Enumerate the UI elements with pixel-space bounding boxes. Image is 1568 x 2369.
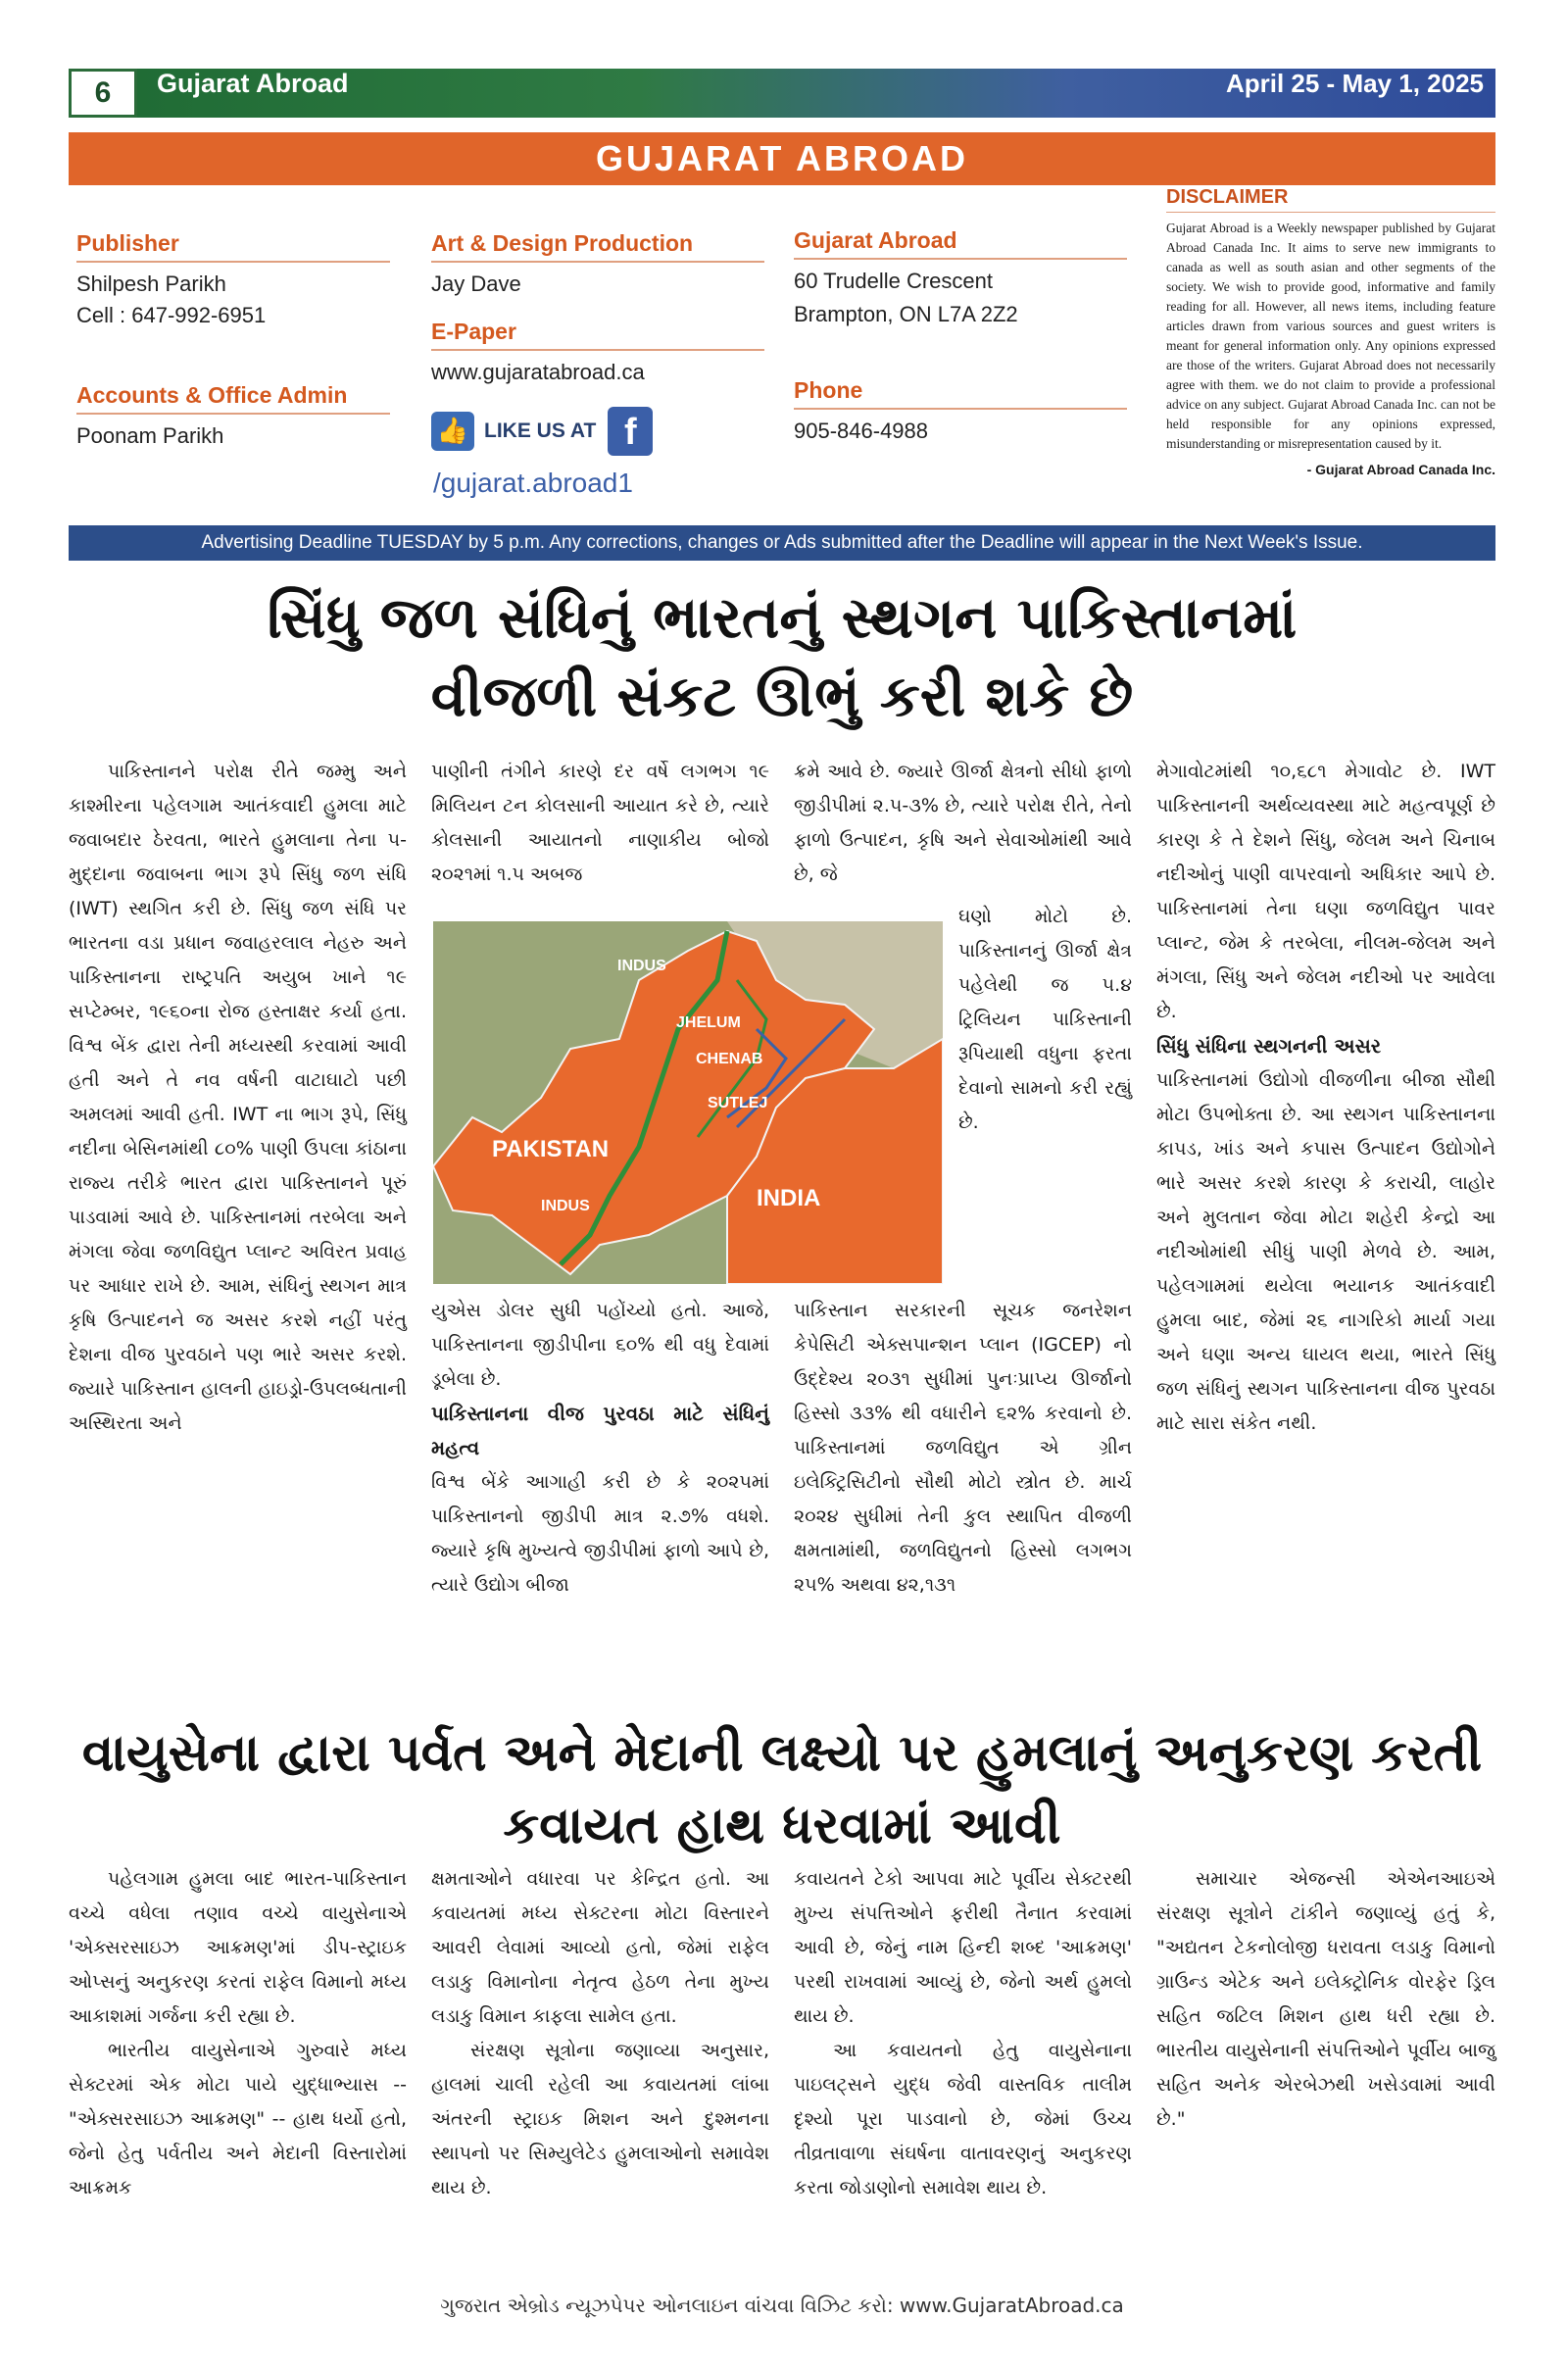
- article2-column-4: [1156, 1862, 1495, 2137]
- epaper-label: E-Paper: [431, 319, 764, 351]
- article2-col4-text: સમાચાર એજન્સી એએનઆઇએ સંરક્ષણ સૂત્રોને ટાંકીને જણાવ્યું હતું કે, "અદ્યતન ટેકનોલોજી ધરાવતા લડાકુ વિમાનો ગ્રાઉન્ડ એટેક અને ઇલેક્ટ્રોનિક વોરફેર ડ્રિલ સહિત જટિલ મિશન હાથ ધરી રહ્યા છે. ભારતીય વાયુસેનાની સંપત્તિઓને પૂર્વીય બાજુ સહિત અનેક એરબેઝથી ખસેડવામાં આવી છે.": [1156, 1868, 1495, 2130]
- article2-col1-text: પહેલગામ હુમલા બાદ ભારત-પાકિસ્તાન વચ્ચે વધેલા તણાવ વચ્ચે વાયુસેનાએ 'એક્સરસાઇઝ આક્રમણ'માં ડીપ-સ્ટ્રાઇક ઓપ્સનું અનુકરણ કરતાં રાફેલ વિમાનો મધ્ય આકાશમાં ગર્જના કરી રહ્યા છે.: [69, 1868, 407, 2027]
- thumbs-up-icon: 👍: [431, 412, 474, 451]
- design-name: Jay Dave: [431, 271, 521, 296]
- map-label-pakistan: PAKISTAN: [492, 1136, 610, 1162]
- article1-col2-top-text: પાણીની તંગીને કારણે દર વર્ષે લગભગ ૧૯ મિલિયન ટન કોલસાની આયાત કરે છે, ત્યારે કોલસાની આયાતનો નાણાકીય બોજો ૨૦૨૧માં ૧.૫ અબજ: [431, 761, 769, 885]
- article2-column-2: [431, 1862, 769, 2205]
- accounts-name: Poonam Parikh: [76, 423, 224, 448]
- page-number: 6: [69, 69, 137, 118]
- design-block: [431, 230, 764, 300]
- accounts-label: Accounts & Office Admin: [76, 382, 390, 415]
- disclaimer-block: [1166, 186, 1495, 477]
- like-text: LIKE US AT: [484, 420, 597, 442]
- article2-col1b-text: ભારતીય વાયુસેનાએ ગુરુવારે મધ્ય સેક્ટરમાં એક મોટા પાયે યુદ્ધાભ્યાસ -- "એક્સરસાઇઝ આક્રમણ" -- હાથ ધર્યો હતો, જેનો હેતુ પર્વતીય અને મેદાની વિસ્તારોમાં આક્રમક: [69, 2040, 407, 2198]
- address-line1: 60 Trudelle Crescent: [794, 269, 993, 293]
- map-label-india: INDIA: [757, 1185, 821, 1211]
- article1-headline-line2: વીજળી સંકટ ઊભું કરી શકે છે: [430, 663, 1134, 729]
- accounts-block: [76, 382, 390, 452]
- masthead-banner: GUJARAT ABROAD: [69, 132, 1495, 185]
- publisher-label: Publisher: [76, 230, 390, 263]
- map-label-jhelum: JHELUM: [676, 1014, 741, 1031]
- facebook-icon: f: [608, 407, 653, 456]
- disclaimer-signature: - Gujarat Abroad Canada Inc.: [1306, 462, 1495, 477]
- article1-col3-top-text: ક્રમે આવે છે. જ્યારે ઊર્જા ક્ષેત્રનો સીધો ફાળો જીડીપીમાં ૨.૫-૩% છે, ત્યારે પરોક્ષ રીતે, તેનો ફાળો ઉત્પાદન, કૃષિ અને સેવાઓમાંથી આવે છે, જે: [794, 761, 1132, 885]
- article1-col3-wrap-text: ઘણો મોટો છે. પાકિસ્તાનનું ઊર્જા ક્ષેત્ર પહેલેથી જ ૫.૪ ટ્રિલિયન પાકિસ્તાની રૂપિયાથી વધુના ફરતા દેવાનો સામનો કરી રહ્યું છે.: [958, 906, 1132, 1133]
- article2-col3b-text: આ કવાયતનો હેતુ વાયુસેનાના પાઇલટ્સને યુદ્ધ જેવી વાસ્તવિક તાલીમ દૃશ્યો પૂરા પાડવાનો છે, જેમાં ઉચ્ચ તીવ્રતાવાળા સંઘર્ષના વાતાવરણનું અનુકરણ કરતા જોડાણોનો સમાવેશ થાય છે.: [794, 2040, 1132, 2198]
- article1-col4-top-text: મેગાવોટમાંથી ૧૦,૬૮૧ મેગાવોટ છે. IWT પાકિસ્તાનની અર્થવ્યવસ્થા માટે મહત્વપૂર્ણ છે કારણ કે તે દેશને સિંધુ, જેલમ અને ચિનાબ નદીઓનું પાણી વાપરવાનો અધિકાર આપે છે. પાકિસ્તાનમાં તેના ઘણા જળવિદ્યુત પાવર પ્લાન્ટ, જેમ કે તરબેલા, નીલમ-જેલમ અને મંગલા, સિંધુ અને જેલમ નદીઓ પર આવેલા છે.: [1156, 761, 1495, 1022]
- top-header-bar: [69, 69, 1495, 118]
- map-label-indus-bottom: INDUS: [541, 1198, 590, 1214]
- article1-column-3-top: [794, 755, 1132, 892]
- ad-deadline-bar: Advertising Deadline TUESDAY by 5 p.m. Any corrections, changes or Ads submitted after the Deadline will appear in the Next Week's Issue.: [69, 525, 1495, 561]
- design-label: Art & Design Production: [431, 230, 764, 263]
- address-line2: Brampton, ON L7A 2Z2: [794, 302, 1018, 326]
- article2-column-1: [69, 1862, 407, 2205]
- article1-col1-text: પાકિસ્તાનને પરોક્ષ રીતે જમ્મુ અને કાશ્મીરના પહેલગામ આતંકવાદી હુમલા માટે જવાબદાર ઠેરવતા, ભારતે હુમલાના તેના ૫-મુદ્દાના જવાબના ભાગ રૂપે સિંધુ જળ સંધિ (IWT) સ્થગિત કરી છે. સિંધુ જળ સંધિ પર ભારતના વડા પ્રધાન જવાહરલાલ નેહરુ અને પાકિસ્તાનના રાષ્ટ્રપતિ અયુબ ખાને ૧૯ સપ્ટેમ્બર, ૧૯૬૦ના રોજ હસ્તાક્ષર કર્યા હતા. વિશ્વ બેંક દ્વારા તેની મધ્યસ્થી કરવામાં આવી હતી અને તે નવ વર્ષની વાટાઘાટો પછી અમલમાં આવી હતી. IWT ના ભાગ રૂપે, સિંધુ નદીના બેસિનમાંથી ૮૦% પાણી ઉપલા કાંઠાના રાજ્ય તરીકે ભારત દ્વારા પાકિસ્તાનને પૂરું પાડવામાં આવે છે. પાકિસ્તાનમાં તરબેલા અને મંગલા જેવા જળવિદ્યુત પ્લાન્ટ અવિરત પ્રવાહ પર આધાર રાખે છે. આમ, સંધિનું સ્થગન માત્ર કૃષિ ઉત્પાદનને જ અસર કરશે નહીં પરંતુ દેશના વીજ પુરવઠાને પણ ભારે અસર કરશે. જ્યારે પાકિસ્તાન હાલની હાઇડ્રો-ઉપલબ્ધતાની અસ્થિરતા અને: [69, 761, 407, 1434]
- publisher-block: [76, 230, 390, 331]
- article1-column-2-bottom: [431, 1294, 769, 1603]
- article1-col4-bottom-text: પાકિસ્તાનમાં ઉદ્યોગો વીજળીના બીજા સૌથી મોટા ઉપભોક્તા છે. આ સ્થગન પાકિસ્તાનના કાપડ, ખાંડ અને કપાસ ઉત્પાદન ઉદ્યોગોને ભારે અસર કરશે કારણ કે કરાચી, લાહોર અને મુલતાન જેવા મોટા શહેરી કેન્દ્રો આ નદીઓમાંથી સીધું પાણી મેળવે છે. આમ, પહેલગામમાં થયેલા ભયાનક આતંકવાદી હુમલા બાદ, જેમાં ૨૬ નાગરિકો માર્યા ગયા અને ઘણા અન્ય ઘાયલ થયા, ભારતે સિંધુ જળ સંધિનું સ્થગન પાકિસ્તાનના વીજ પુરવઠા માટે સારા સંકેત નથી.: [1156, 1069, 1495, 1434]
- article2-column-3: [794, 1862, 1132, 2205]
- publication-name: Gujarat Abroad: [157, 69, 349, 98]
- map-label-sutlej: SUTLEJ: [708, 1095, 768, 1111]
- issue-date: April 25 - May 1, 2025: [1225, 69, 1484, 98]
- facebook-handle[interactable]: /gujarat.abroad1: [433, 468, 633, 498]
- article1-col3-bottom-text: પાકિસ્તાન સરકારની સૂચક જનરેશન કેપેસિટી એક્સપાન્શન પ્લાન (IGCEP) નો ઉદ્દેશ્ય ૨૦૩૧ સુધીમાં પુનઃપ્રાપ્ય ઊર્જાનો હિસ્સો ૩૩% થી વધારીને ૬૨% કરવાનો છે. પાકિસ્તાનમાં જળવિદ્યુત એ ગ્રીન ઇલેક્ટ્રિસિટીનો સૌથી મોટો સ્ત્રોત છે. માર્ચ ૨૦૨૪ સુધીમાં તેની કુલ સ્થાપિત વીજળી ક્ષમતામાંથી, જળવિદ્યુતનો હિસ્સો લગભગ ૨૫% અથવા ૪૨,૧૩૧: [794, 1300, 1132, 1596]
- footer-note[interactable]: ગુજરાત એબ્રોડ ન્યૂઝપેપર ઓનલાઇન વાંચવા વિઝિટ કરો: www.GujaratAbroad.ca: [440, 2294, 1124, 2317]
- address-label: Gujarat Abroad: [794, 227, 1127, 260]
- facebook-like-block[interactable]: [431, 407, 686, 515]
- article1-headline-line1: સિંધુ જળ સંધિનું ભારતનું સ્થગન પાકિસ્તાનમાં: [267, 584, 1298, 651]
- article2-headline: [69, 1717, 1495, 1862]
- phone-label: Phone: [794, 377, 1127, 410]
- article1-column-2-top: [431, 755, 769, 892]
- indus-rivers-map: [433, 921, 943, 1284]
- epaper-url[interactable]: www.gujaratabroad.ca: [431, 360, 645, 384]
- article2-headline-line1: વાયુસેના દ્વારા પર્વત અને મેદાની લક્ષ્યો પર હુમલાનું અનુકરણ કરતી: [81, 1724, 1483, 1783]
- phone-number: 905-846-4988: [794, 419, 929, 443]
- article1-column-1: [69, 755, 407, 1441]
- map-label-chenab: CHENAB: [696, 1051, 763, 1067]
- article1-col2-after-text: વિશ્વ બેંકે આગાહી કરી છે કે ૨૦૨૫માં પાકિસ્તાનનો જીડીપી માત્ર ૨.૭% વધશે. જ્યારે કૃષિ મુખ્યત્વે જીડીપીમાં ફાળો આપે છે, ત્યારે ઉદ્યોગ બીજા: [431, 1471, 769, 1596]
- like-button[interactable]: [431, 407, 653, 456]
- article1-column-3-wrap: [958, 900, 1132, 1140]
- address-block: [794, 227, 1127, 330]
- epaper-block: [431, 319, 764, 388]
- article1-col2-subhead: પાકિસ્તાનના વીજ પુરવઠા માટે સંધિનું મહત્વ: [431, 1402, 769, 1459]
- article2-col2b-text: સંરક્ષણ સૂત્રોના જણાવ્યા અનુસાર, હાલમાં ચાલી રહેલી આ કવાયતમાં લાંબા અંતરની સ્ટ્રાઇક મિશન અને દુશ્મનના સ્થાપનો પર સિમ્યુલેટેડ હુમલાઓનો સમાવેશ થાય છે.: [431, 2040, 769, 2198]
- disclaimer-label: DISCLAIMER: [1166, 186, 1495, 213]
- map-label-indus-top: INDUS: [617, 958, 666, 974]
- article2-col3-text: કવાયતને ટેકો આપવા માટે પૂર્વીય સેક્ટરથી મુખ્ય સંપત્તિઓને ફરીથી તૈનાત કરવામાં આવી છે, જેનું નામ હિન્દી શબ્દ 'આક્રમણ' પરથી રાખવામાં આવ્યું છે, જેનો અર્થ હુમલો થાય છે.: [794, 1868, 1132, 2027]
- article1-column-4: [1156, 755, 1495, 1441]
- disclaimer-text: Gujarat Abroad is a Weekly newspaper published by Gujarat Abroad Canada Inc. It aims to serve new immigrants to canada as well as south asian and other segments of the society. We wish to provide good, informative and family reading for all. However, all news items, including feature articles drawn from various sources and guest writers is meant for general information only. Any opinions expressed are those of the writers. Gujarat Abroad does not necessarily agree with them. we do not claim to provide a professional advice on any subject. Gujarat Abroad Canada Inc. can not be held responsible for any opinions expressed, misunderstanding or misrepresentation caused by it.: [1166, 221, 1495, 451]
- article2-col2-text: ક્ષમતાઓને વધારવા પર કેન્દ્રિત હતો. આ કવાયતમાં મધ્ય સેક્ટરના મોટા વિસ્તારને આવરી લેવામાં આવ્યો હતો, જેમાં રાફેલ લડાકુ વિમાનોના નેતૃત્વ હેઠળ તેના મુખ્ય લડાકુ વિમાન કાફલા સામેલ હતા.: [431, 1868, 769, 2027]
- article1-col4-subhead: સિંધુ સંધિના સ્થગનની અસર: [1156, 1034, 1382, 1058]
- article2-headline-line2: કવાયત હાથ ધરવામાં આવી: [503, 1797, 1061, 1855]
- publisher-name: Shilpesh Parikh: [76, 271, 226, 296]
- article1-headline: [69, 578, 1495, 735]
- article1-col2-bottom-text: યુએસ ડોલર સુધી પહોંચ્યો હતો. આજે, પાકિસ્તાનના જીડીપીના ૬૦% થી વધુ દેવામાં ડૂબેલા છે.: [431, 1300, 769, 1390]
- article1-column-3-bottom: [794, 1294, 1132, 1603]
- phone-block: [794, 377, 1127, 447]
- publisher-cell: Cell : 647-992-6951: [76, 303, 267, 327]
